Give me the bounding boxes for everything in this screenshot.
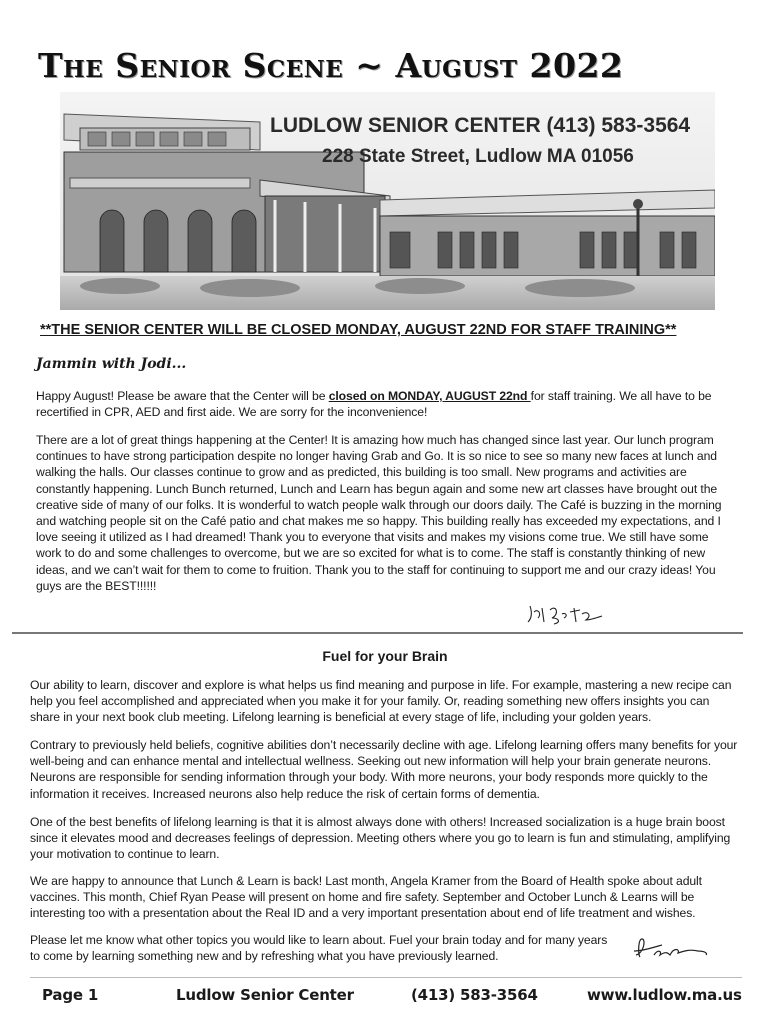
- jammin-paragraph-2: There are a lot of great things happening at the Center! It is amazing how much has changed since last year. Our lunch program continues to have strong participation despite no longer having Grab and Go. It is so nice to see so many new faces at lunch and walking the halls. Our classes continue to grow and as predicted, this building is too small. New programs and activities are constantly happening. Lunch Bunch returned, Lunch and Learn has begun again and some new art classes have brought out the creative side of many of our folks. It is wonderful to watch people walk through our doors daily. The Café is buzzing in the morning and watching people sit on the Café patio and chat makes me so happy. This building really has exceeded my expectations, and I love seeing it utilized as I had dreamed! Thank you to everyone that visits and makes my visions come true. We still have some work to do and some challenges to overcome, but we are so excited for what is to come. The staff is constantly thinking of new ideas, and we can’t wait for them to come to fruition. Thank you to the staff for continuing to support me and our crazy ideas! You guys are the BEST!!!!!!: [36, 433, 722, 593]
- section-divider: [12, 632, 743, 634]
- fuel-paragraph-3: One of the best benefits of lifelong learning is that it is almost always done with others! Increased socialization is a huge brain boost since it elevates mood and decreases feelings of depression. Meeting others where you go to learn is fun and stimulating, amplifying your motivation to continue to learn.: [30, 815, 731, 862]
- center-name-phone: LUDLOW SENIOR CENTER (413) 583-3564: [270, 114, 691, 137]
- jodi-signature-icon: [524, 600, 606, 626]
- jammin-heading: Jammin with Jodi...: [36, 356, 187, 372]
- newsletter-title: The Senior Scene ~ August 2022: [38, 46, 624, 85]
- footer-page-number: Page 1: [42, 986, 99, 1004]
- fuel-paragraph-5: Please let me know what other topics you would like to learn about. Fuel your brain today and for many years to come by learning something new and by refreshing what you have previously learned.: [30, 933, 608, 964]
- footer-website-link[interactable]: www.ludlow.ma.us: [587, 986, 742, 1004]
- jammin-p1-text: Happy August! Please be aware that the Center will be: [36, 389, 329, 403]
- fuel-paragraph-4: We are happy to announce that Lunch & Learn is back! Last month, Angela Kramer from the Board of Health spoke about adult vaccines. This month, Chief Ryan Pease will present on home and fire safety. September and October Lunch & Learns will be interesting too with a presentation about the Real ID and a very important presentation about end of life treatment and wishes.: [30, 874, 702, 921]
- footer-phone: (413) 583-3564: [411, 986, 538, 1004]
- closure-notice: **THE SENIOR CENTER WILL BE CLOSED MONDAY, AUGUST 22ND FOR STAFF TRAINING**: [40, 322, 677, 338]
- closed-date-highlight: closed on MONDAY, AUGUST 22nd: [328, 389, 531, 403]
- jammin-paragraph-1: [36, 388, 736, 420]
- senior-center-photo: [60, 92, 715, 310]
- fuel-paragraph-2: Contrary to previously held beliefs, cognitive abilities don’t necessarily decline with age. Lifelong learning offers many benefits for your well-being and can enhance mental and intellectual wellness. Seeking out new information will help your brain generate neurons. Neurons are responsible for sending information through your body. With more neurons, your body responds more quickly to the information it receives. Increased neurons also help reduce the risk of certain forms of dementia.: [30, 738, 738, 801]
- center-address: 228 State Street, Ludlow MA 01056: [322, 146, 634, 167]
- fuel-section-title: Fuel for your Brain: [322, 648, 448, 664]
- heather-signature-icon: [632, 935, 710, 965]
- footer-center-name: Ludlow Senior Center: [176, 986, 354, 1004]
- fuel-paragraph-1: Our ability to learn, discover and explore is what helps us find meaning and purpose in life. For example, mastering a new recipe can help you feel accomplished and appreciated when you make it for your family. Or, reading something new offers insights you can share in your next book club meeting. Lifelong learning is beneficial at every stage of life, including your golden years.: [30, 678, 732, 725]
- jammin-p1-tail: for staff training. We all have to be recertified in CPR, AED and first aide. We are sorry for the inconvenience!: [36, 389, 712, 420]
- footer-rule: [30, 977, 742, 978]
